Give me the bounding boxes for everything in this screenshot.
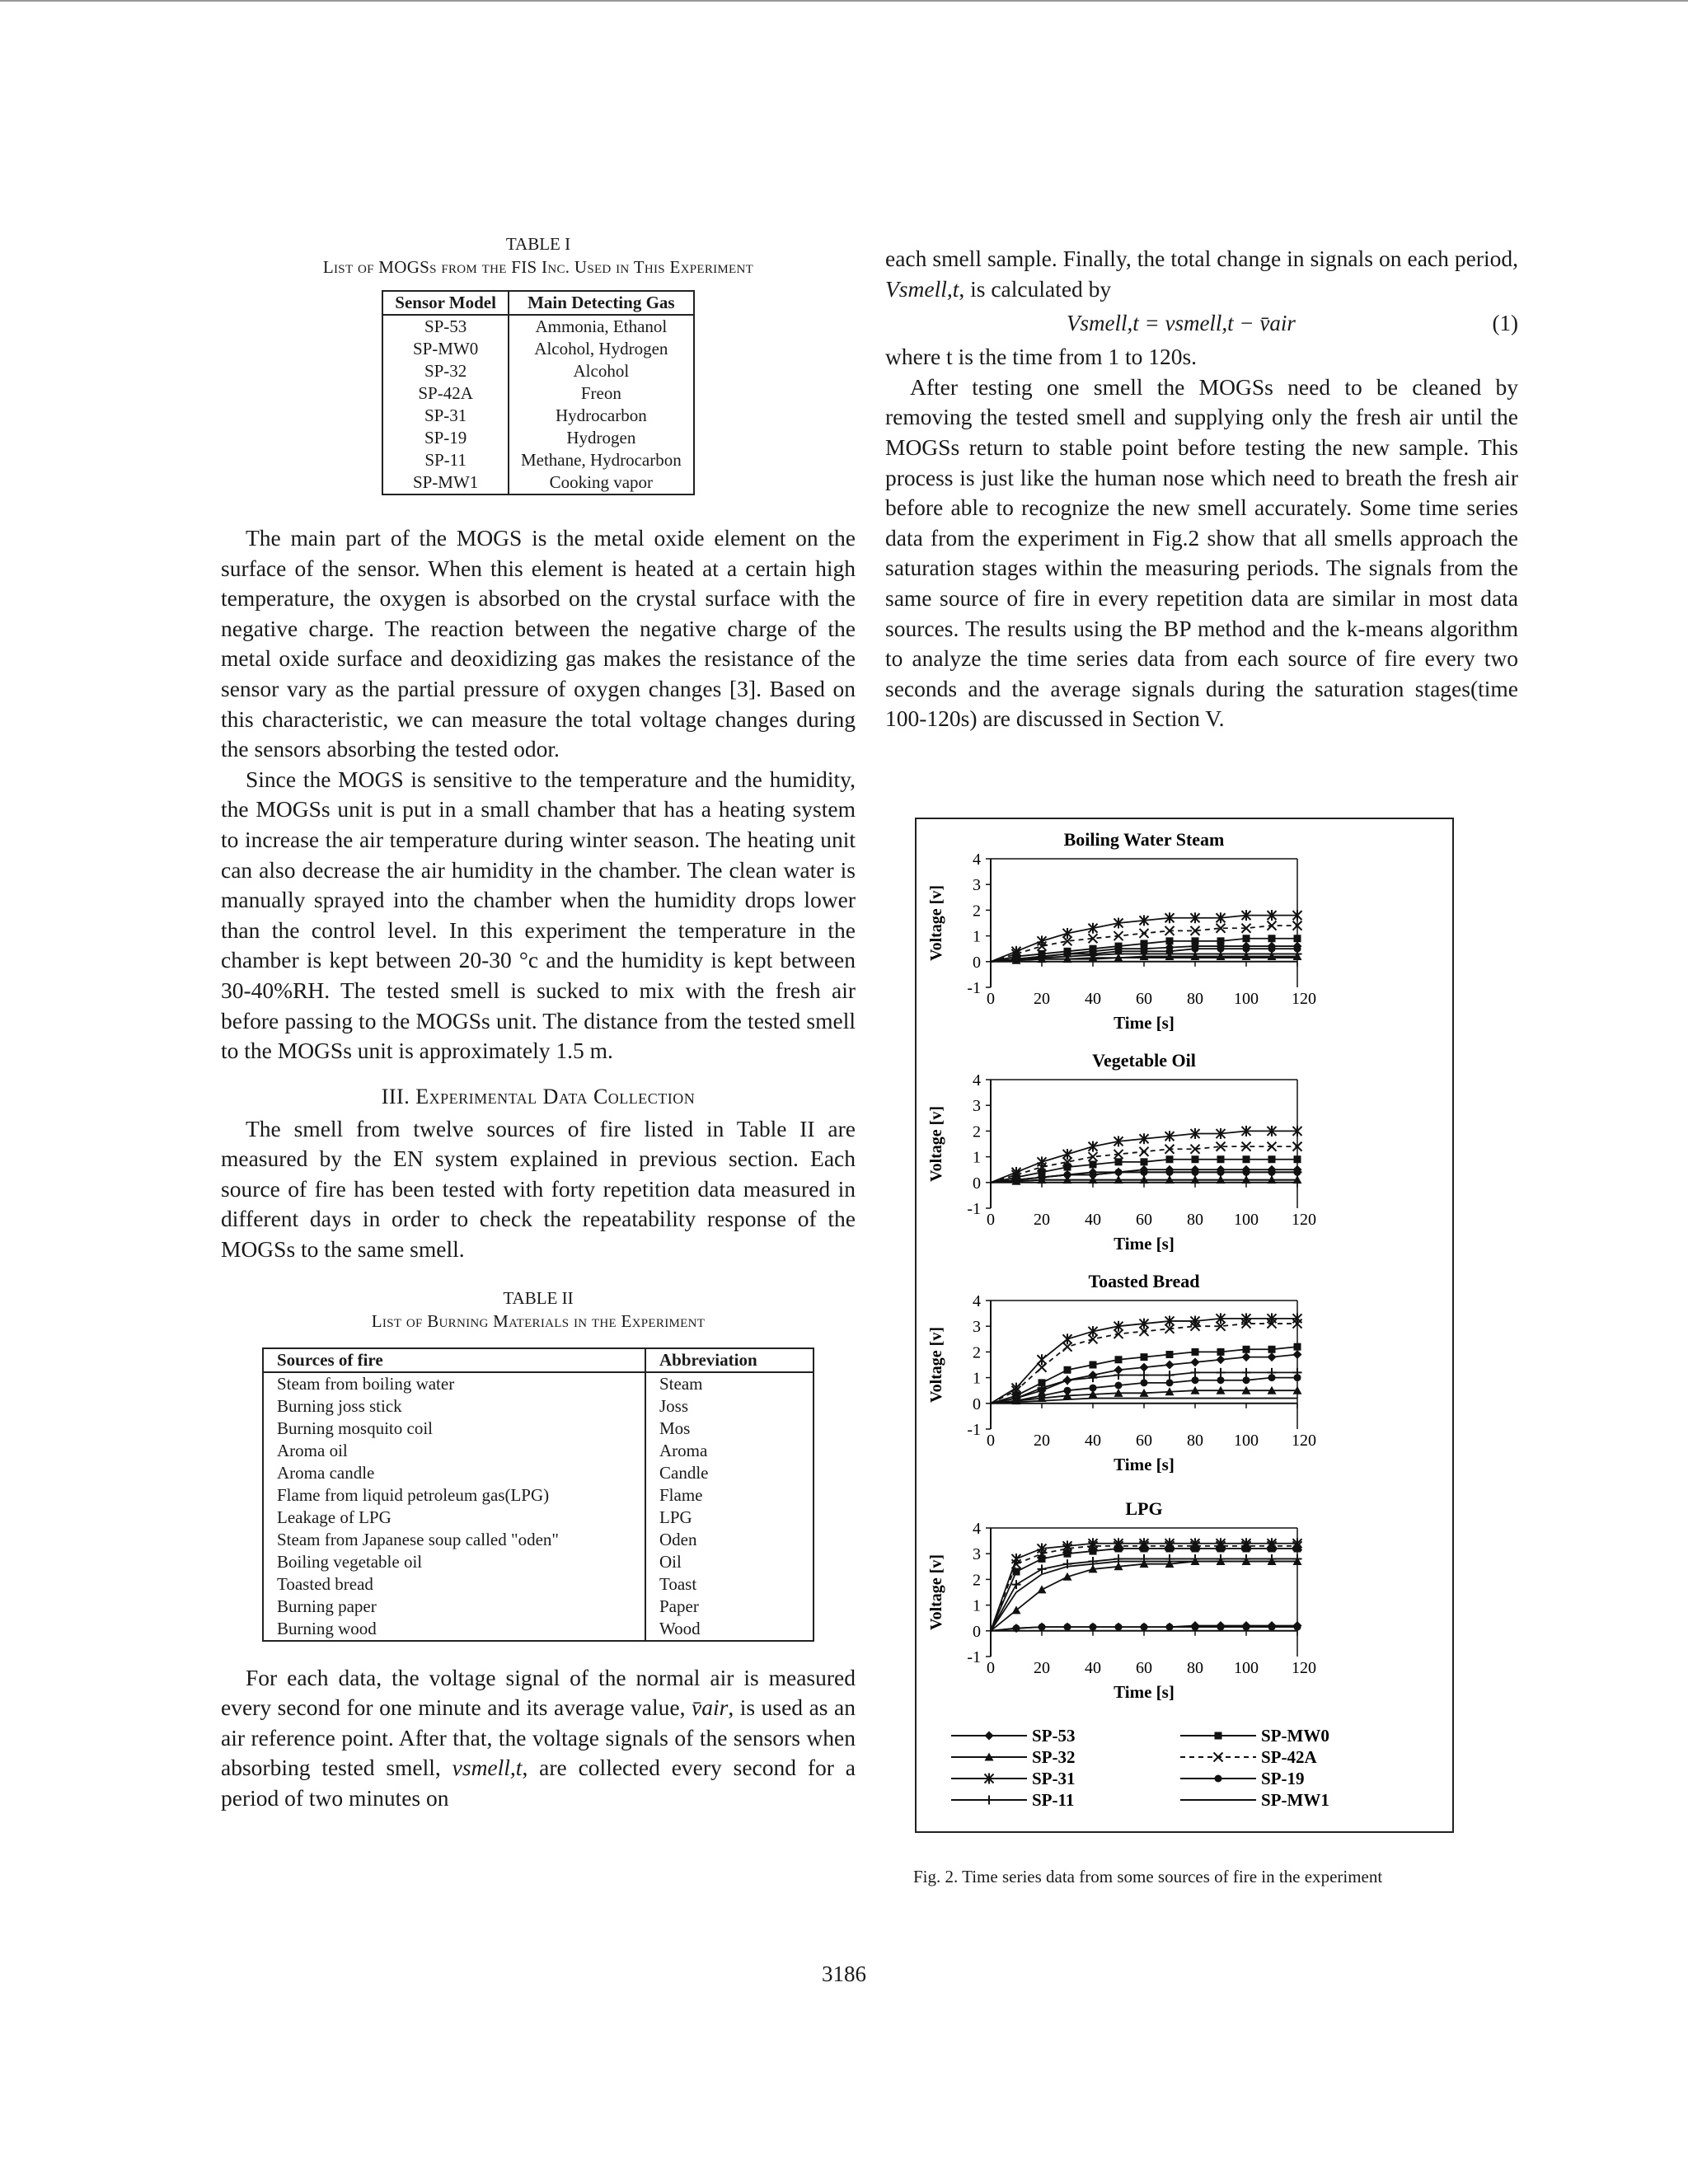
data-point <box>1140 1363 1149 1372</box>
legend-item <box>951 1747 1076 1767</box>
paragraph-air-reference: For each data, the voltage signal of the normal air is measured every second for one minute and its average value, v̄air, is used as an air reference point. After that, the voltage signals of the sensors when absorbing tested smell, vsmell,t, are collected every second for a period of two minutes on <box>221 1664 856 1811</box>
y-tick-label: 1 <box>973 1596 981 1615</box>
table-cell: Paper <box>659 1596 699 1616</box>
data-point <box>1166 1351 1174 1358</box>
data-point <box>1115 1158 1123 1165</box>
data-point <box>1268 1155 1276 1163</box>
data-point <box>1141 940 1148 947</box>
data-point <box>1166 1155 1174 1163</box>
table-cell: SP-53 <box>382 315 509 338</box>
table-cell: SP-42A <box>382 382 509 405</box>
data-point <box>1038 1156 1047 1167</box>
table-row <box>382 449 693 471</box>
legend-label: SP-42A <box>1261 1747 1317 1767</box>
y-tick-label: 1 <box>973 1148 981 1167</box>
chart-title: LPG <box>1125 1498 1163 1519</box>
table2 <box>262 1347 814 1642</box>
chart-title: Boiling Water Steam <box>1063 829 1225 850</box>
table-cell: Flame <box>659 1484 703 1505</box>
x-tick-label: 100 <box>1234 1432 1259 1450</box>
paragraph-mogs-principle: The main part of the MOGS is the metal oxide element on the surface of the sensor. When this element is heated at a certain high temperature, the oxygen is absorbed on the crystal surface with the negative charge. The reaction between the negative charge of the metal oxide surface and deoxidizing gas makes the resistance of the sensor vary as the partial pressure of oxygen changes [3]. Based on this characteristic, we can measure the total voltage changes during the sensors absorbing the tested odor. <box>221 525 856 762</box>
chart-2 <box>927 1050 1316 1254</box>
table-cell: Burning mosquito coil <box>263 1418 645 1440</box>
data-point <box>1268 1624 1276 1631</box>
data-point <box>1268 935 1276 942</box>
data-point <box>1141 1379 1148 1386</box>
data-point <box>1114 1371 1123 1380</box>
table-cell: LPG <box>659 1507 692 1527</box>
data-point <box>1039 1392 1046 1399</box>
data-point <box>1141 1158 1148 1165</box>
x-axis-label: Time [s] <box>1114 1455 1175 1474</box>
table-cell: SP-31 <box>382 405 509 427</box>
chart-title: Toasted Bread <box>1088 1271 1200 1291</box>
data-point <box>1294 1155 1301 1163</box>
x-tick-label: 60 <box>1136 1432 1152 1450</box>
data-point <box>1064 1387 1071 1394</box>
table-cell: Mos <box>659 1418 691 1438</box>
y-tick-label: -1 <box>967 1648 981 1666</box>
data-point <box>1038 1564 1047 1573</box>
data-point <box>1115 1381 1123 1389</box>
x-tick-label: 40 <box>1085 1211 1101 1229</box>
table-row <box>382 471 693 494</box>
table-row <box>263 1573 814 1596</box>
data-point <box>1217 937 1225 944</box>
x-tick-label: 100 <box>1234 1211 1259 1229</box>
legend-label: SP-53 <box>1032 1726 1076 1746</box>
table-cell: Alcohol <box>573 361 630 381</box>
table-cell: Ammonia, Ethanol <box>535 316 668 336</box>
data-point <box>1217 1348 1225 1356</box>
right-column <box>885 244 1518 734</box>
x-tick-label: 40 <box>1085 1659 1101 1677</box>
y-tick-label: 0 <box>973 1622 981 1641</box>
series-sp-42a <box>991 1541 1302 1630</box>
data-point <box>1012 1580 1021 1589</box>
data-point <box>1294 1343 1301 1351</box>
legend-marker <box>985 1796 994 1805</box>
y-tick-label: 1 <box>973 1369 981 1388</box>
data-point <box>1166 1379 1174 1386</box>
left-column <box>221 232 856 1814</box>
chart-1 <box>927 829 1316 1033</box>
data-point <box>1217 1355 1226 1364</box>
table2-header-source: Sources of fire <box>263 1348 645 1372</box>
table-row <box>263 1551 814 1573</box>
figure-caption: Fig. 2. Time series data from some sources of fire in the experiment <box>913 1867 1383 1886</box>
data-point <box>1268 1368 1277 1377</box>
y-axis-label: Voltage [v] <box>927 1326 945 1404</box>
table-cell: SP-32 <box>382 360 509 382</box>
table-row <box>263 1418 814 1440</box>
y-tick-label: 2 <box>973 902 981 921</box>
data-point <box>1063 1170 1072 1179</box>
table-cell: Burning wood <box>263 1618 645 1641</box>
paragraph-cleaning: After testing one smell the MOGSs need to be cleaned by removing the tested smell and supplying only the fresh air until the MOGSs return to stable point before testing the new sample. This process is just like the human nose which need to breath the fresh air before able to recognize the new smell accurately. Some time series data from the experiment in Fig.2 show that all smells approach the saturation stages within the measuring periods. The signals from the same source of fire in every repetition data are similar in most data sources. The results using the BP method and the k-means algorithm to analyze the time series data from each source of fire every two seconds and the average signals during the saturation stages(time 100-120s) are discussed in Section V. <box>885 373 1518 732</box>
data-point <box>1217 1624 1225 1631</box>
symbol-V-smell: Vsmell,t <box>885 275 959 302</box>
data-point <box>1064 1624 1071 1631</box>
y-tick-label: 3 <box>973 1318 981 1337</box>
data-point <box>1140 1147 1149 1156</box>
table2-label: TABLE II <box>503 1287 574 1308</box>
x-tick-label: 20 <box>1034 1432 1050 1450</box>
table-row <box>263 1462 814 1484</box>
figure-2-svg <box>917 819 1452 1831</box>
y-tick-label: -1 <box>967 1421 981 1439</box>
y-tick-label: 0 <box>973 953 981 972</box>
legend-label: SP-MW0 <box>1261 1726 1329 1746</box>
x-tick-label: 80 <box>1187 1432 1203 1450</box>
y-tick-label: 1 <box>973 927 981 946</box>
data-point <box>1191 1357 1200 1366</box>
data-point <box>1217 1376 1225 1384</box>
table-row <box>263 1484 814 1507</box>
data-point <box>1039 1624 1046 1631</box>
y-tick-label: -1 <box>967 979 981 997</box>
table-cell: Hydrocarbon <box>555 405 647 425</box>
y-tick-label: 2 <box>973 1122 981 1141</box>
table-row <box>263 1596 814 1618</box>
x-tick-label: 80 <box>1187 990 1203 1008</box>
data-point <box>1038 1585 1047 1593</box>
data-point <box>1192 1624 1199 1631</box>
data-point <box>1192 1376 1199 1384</box>
legend-item <box>1180 1747 1318 1767</box>
data-point <box>1064 1366 1071 1374</box>
legend-item <box>1180 1726 1329 1746</box>
data-point <box>1115 1356 1123 1363</box>
x-tick-label: 20 <box>1034 1659 1050 1677</box>
equation-1 <box>885 304 1518 342</box>
table-cell: Leakage of LPG <box>263 1507 645 1529</box>
data-point <box>1293 1350 1302 1359</box>
data-point <box>1090 1361 1097 1369</box>
table-row <box>382 315 693 338</box>
x-tick-label: 120 <box>1292 990 1316 1008</box>
data-point <box>1217 1368 1226 1377</box>
data-point <box>1063 1333 1072 1344</box>
series-line <box>991 1558 1297 1630</box>
table1 <box>382 290 694 495</box>
table-row <box>382 360 693 382</box>
legend-label: SP-32 <box>1032 1747 1076 1767</box>
data-point <box>1115 1624 1123 1631</box>
table-cell: Cooking vapor <box>549 472 654 492</box>
data-point <box>1192 1348 1199 1356</box>
table-cell: Steam from Japanese soup called "oden" <box>263 1529 645 1551</box>
legend-label: SP-31 <box>1032 1769 1076 1788</box>
x-tick-label: 60 <box>1136 1659 1152 1677</box>
data-point <box>1242 1368 1251 1377</box>
data-point <box>1243 1155 1250 1163</box>
table-cell: SP-MW1 <box>382 471 509 494</box>
y-axis-label: Voltage [v] <box>927 1554 945 1631</box>
data-point <box>1114 1168 1123 1177</box>
y-tick-label: 4 <box>973 1292 981 1310</box>
x-tick-label: 40 <box>1085 1432 1101 1450</box>
data-point <box>1293 1368 1302 1377</box>
y-tick-label: 2 <box>973 1571 981 1590</box>
table-cell: Aroma oil <box>263 1440 645 1462</box>
x-tick-label: 0 <box>987 1432 995 1450</box>
x-tick-label: 20 <box>1034 1211 1050 1229</box>
table-cell: Aroma candle <box>263 1462 645 1484</box>
table-row <box>382 427 693 449</box>
x-tick-label: 80 <box>1187 1211 1203 1229</box>
table1-header-model: Sensor Model <box>382 291 509 315</box>
table-cell: SP-11 <box>382 449 509 471</box>
table2-title: List of Burning Materials in the Experiment <box>371 1310 706 1331</box>
table-row <box>263 1507 814 1529</box>
data-point <box>1192 1155 1199 1163</box>
data-point <box>1090 1624 1097 1631</box>
legend-item <box>951 1726 1076 1746</box>
legend-label: SP-MW1 <box>1261 1790 1329 1810</box>
table-cell: Hydrogen <box>566 428 636 448</box>
page-number: 3186 <box>822 1961 866 1986</box>
table-cell: Flame from liquid petroleum gas(LPG) <box>263 1484 645 1507</box>
data-point <box>1140 929 1149 938</box>
legend-label: SP-19 <box>1261 1769 1305 1788</box>
x-tick-label: 120 <box>1292 1659 1316 1677</box>
y-tick-label: 2 <box>973 1343 981 1362</box>
data-point <box>1243 1346 1250 1353</box>
y-tick-label: 4 <box>973 851 981 869</box>
table-cell: Steam <box>659 1373 703 1394</box>
data-point <box>1243 1624 1250 1631</box>
table-row <box>263 1440 814 1462</box>
legend-marker <box>1215 1732 1222 1740</box>
table-cell: Boiling vegetable oil <box>263 1551 645 1573</box>
equation-number: (1) <box>1492 311 1518 336</box>
x-tick-label: 120 <box>1292 1432 1316 1450</box>
x-axis-label: Time [s] <box>1114 1234 1175 1254</box>
paragraph-chamber: Since the MOGS is sensitive to the temperature and the humidity, the MOGSs unit is put in a small chamber that has a heating system to increase the air temperature during winter season. The heating unit can also decrease the air humidity in the chamber. The clean water is manually sprayed into the chamber when the humidity drops lower than the control level. In this experiment the temperature in the chamber is kept between 20-30 °c and the humidity is kept between 30-40%RH. The tested smell is sucked to mix with the fresh air before passing to the MOGSs unit. The distance from the tested smell to the MOGSs unit is approximately 1.5 m. <box>221 766 856 1064</box>
x-axis-label: Time [s] <box>1114 1682 1175 1702</box>
y-tick-label: 4 <box>973 1071 981 1090</box>
data-point <box>1038 935 1047 946</box>
legend-item <box>951 1790 1074 1810</box>
table1-label: TABLE I <box>505 234 571 254</box>
table-cell: Toasted bread <box>263 1573 645 1596</box>
data-point <box>1242 1352 1251 1361</box>
data-point <box>1165 1361 1175 1370</box>
data-point <box>1013 1624 1020 1632</box>
table1-title: List of MOGSs from the FIS Inc. Used in This Experiment <box>322 257 754 277</box>
x-tick-label: 100 <box>1234 990 1259 1008</box>
table-cell: Steam from boiling water <box>263 1372 645 1395</box>
table-cell: Alcohol, Hydrogen <box>534 339 668 359</box>
legend-label: SP-11 <box>1032 1790 1075 1810</box>
table-cell: Burning joss stick <box>263 1395 645 1418</box>
data-point <box>1191 1368 1200 1377</box>
table-cell: Candle <box>659 1462 709 1483</box>
table-row <box>382 405 693 427</box>
chart-title: Vegetable Oil <box>1092 1050 1196 1071</box>
table-cell: Oden <box>659 1529 697 1549</box>
chart-4 <box>927 1498 1316 1702</box>
data-point <box>1141 1353 1148 1361</box>
data-point <box>1063 1376 1072 1385</box>
table-row <box>263 1395 814 1418</box>
symbol-v-smell: vsmell,t <box>452 1755 523 1781</box>
legend-item <box>1180 1769 1305 1788</box>
section-heading-3: III. Experimental Data Collection <box>381 1084 696 1108</box>
table-row <box>263 1372 814 1395</box>
paragraph-smell-sample: each smell sample. Finally, the total change in signals on each period, Vsmell,t, is calculated by <box>885 246 1518 302</box>
legend-item <box>1180 1790 1329 1810</box>
table2-header-abbrev: Abbreviation <box>645 1348 814 1372</box>
series-sp-32 <box>991 1557 1302 1631</box>
data-point <box>1165 1371 1175 1380</box>
table-cell: Toast <box>659 1573 697 1594</box>
table-cell: Freon <box>580 383 621 403</box>
legend-marker <box>985 1732 994 1741</box>
data-point <box>1140 1371 1149 1380</box>
paragraph-where: where t is the time from 1 to 120s. <box>885 344 1198 370</box>
x-tick-label: 0 <box>987 1211 995 1229</box>
equation-body: Vsmell,t = vsmell,t − v̄air <box>1067 311 1296 336</box>
y-axis-label: Voltage [v] <box>927 884 945 962</box>
x-axis-label: Time [s] <box>1114 1013 1175 1033</box>
x-tick-label: 0 <box>987 1659 995 1677</box>
table1-header-gas: Main Detecting Gas <box>509 291 694 315</box>
y-tick-label: 3 <box>973 1097 981 1116</box>
table-cell: Methane, Hydrocarbon <box>520 450 682 470</box>
x-tick-label: 60 <box>1136 990 1152 1008</box>
x-tick-label: 120 <box>1292 1211 1316 1229</box>
legend <box>951 1726 1329 1810</box>
table-cell: Oil <box>659 1551 682 1572</box>
data-point <box>1038 1354 1047 1365</box>
y-tick-label: 4 <box>973 1520 981 1538</box>
table-cell: Wood <box>659 1618 701 1638</box>
page-top-rule <box>0 0 1688 2</box>
data-point <box>1012 1554 1021 1564</box>
data-point <box>1141 1624 1148 1631</box>
table-cell: SP-MW0 <box>382 338 509 360</box>
data-point <box>1166 937 1174 944</box>
table-row <box>382 338 693 360</box>
table-row <box>263 1529 814 1551</box>
x-tick-label: 60 <box>1136 1211 1152 1229</box>
data-point <box>1268 1352 1277 1361</box>
y-tick-label: 0 <box>973 1174 981 1193</box>
x-tick-label: 0 <box>987 990 995 1008</box>
y-tick-label: 3 <box>973 876 981 895</box>
data-point <box>1090 1385 1097 1392</box>
data-point <box>1243 935 1250 942</box>
x-tick-label: 20 <box>1034 990 1050 1008</box>
symbol-v-air: v̄air <box>692 1694 729 1721</box>
data-point <box>1294 1624 1301 1631</box>
data-point <box>1217 1155 1225 1163</box>
table-row <box>382 382 693 405</box>
data-point <box>1294 935 1301 942</box>
y-tick-label: -1 <box>967 1200 981 1218</box>
y-tick-label: 0 <box>973 1394 981 1413</box>
data-point <box>1268 1346 1276 1353</box>
data-point <box>1063 1149 1072 1160</box>
data-point <box>1090 1160 1097 1168</box>
table-cell: Aroma <box>659 1440 708 1460</box>
figure-2 <box>915 818 1454 1833</box>
table-cell: Joss <box>659 1395 689 1416</box>
data-point <box>1243 1376 1250 1384</box>
x-tick-label: 40 <box>1085 990 1101 1008</box>
table-cell: SP-19 <box>382 427 509 449</box>
x-tick-label: 80 <box>1187 1659 1203 1677</box>
paragraph-section3: The smell from twelve sources of fire listed in Table II are measured by the EN system explained in previous section. Each source of fire has been tested with forty repetition data measured in different days in order to check the repeatability response of the MOGSs to the same smell. <box>221 1115 856 1263</box>
legend-item <box>951 1769 1076 1788</box>
table-cell: Burning paper <box>263 1596 645 1618</box>
y-axis-label: Voltage [v] <box>927 1105 945 1183</box>
chart-3 <box>927 1271 1316 1474</box>
table-row <box>263 1618 814 1641</box>
x-tick-label: 100 <box>1234 1659 1259 1677</box>
y-tick-label: 3 <box>973 1545 981 1564</box>
data-point <box>1166 1624 1174 1631</box>
legend-marker <box>1215 1775 1222 1783</box>
data-point <box>1192 937 1199 944</box>
